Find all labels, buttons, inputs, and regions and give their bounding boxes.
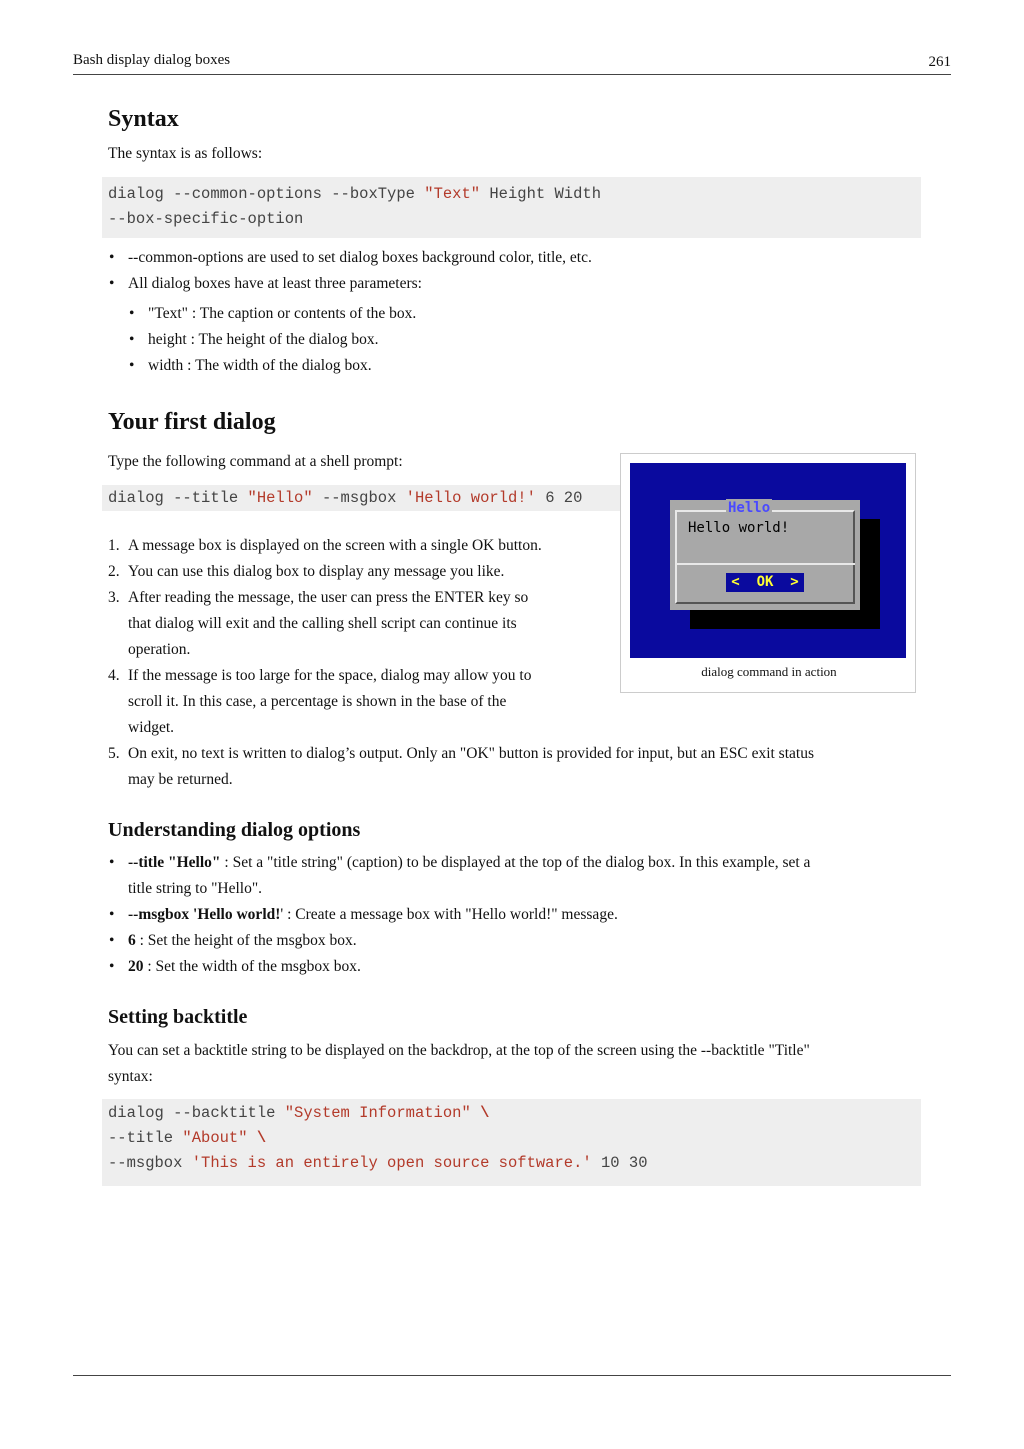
terminal-screenshot bbox=[630, 463, 906, 658]
step-number: 2. bbox=[108, 563, 120, 580]
step-text: that dialog will exit and the calling shell script can continue its bbox=[128, 615, 517, 632]
list-item: • All dialog boxes have at least three parameters: bbox=[108, 271, 908, 297]
step-text: A message box is displayed on the screen with a single OK button. bbox=[128, 537, 542, 554]
option-description: title string to "Hello". bbox=[128, 880, 263, 897]
section-heading-first-dialog: Your first dialog bbox=[108, 409, 276, 435]
ok-button: < OK > bbox=[726, 573, 804, 592]
step-text: If the message is too large for the space, dialog may allow you to bbox=[128, 667, 532, 684]
first-dialog-code-block bbox=[102, 485, 639, 511]
section-heading-backtitle: Setting backtitle bbox=[108, 1006, 248, 1028]
option-description: ' : Create a message box with "Hello world!" message. bbox=[280, 906, 618, 923]
dialog-screenshot-figure bbox=[620, 453, 916, 693]
option-description: : Set the height of the msgbox box. bbox=[135, 932, 357, 949]
syntax-intro: The syntax is as follows: bbox=[108, 145, 263, 162]
step-text: scroll it. In this case, a percentage is shown in the base of the bbox=[128, 693, 507, 710]
code-string: "System Information" bbox=[284, 1104, 471, 1122]
option-name: --title "Hello" bbox=[128, 854, 221, 871]
code-text: Height Width bbox=[480, 185, 601, 203]
code-text: dialog --common-options --boxType bbox=[108, 185, 425, 203]
list-item bbox=[108, 850, 918, 902]
backtitle-code-block bbox=[102, 1099, 921, 1186]
option-description: : Set the width of the msgbox box. bbox=[143, 958, 361, 975]
step-number: 1. bbox=[108, 537, 120, 554]
figure-caption: dialog command in action bbox=[701, 664, 837, 679]
code-string: 'This is an entirely open source software.' bbox=[191, 1154, 592, 1172]
step-text: operation. bbox=[128, 641, 191, 658]
list-item bbox=[108, 741, 908, 793]
code-string: "Hello" bbox=[247, 489, 313, 507]
code-text: 6 20 bbox=[535, 489, 583, 507]
intro-text: syntax: bbox=[108, 1068, 153, 1085]
footer-rule bbox=[73, 1375, 951, 1376]
options-list bbox=[108, 850, 918, 980]
running-title: Bash display dialog boxes bbox=[73, 52, 231, 68]
syntax-code-block bbox=[102, 177, 921, 238]
code-text: 10 30 bbox=[591, 1154, 648, 1172]
step-text: You can use this dialog box to display any message you like. bbox=[128, 563, 505, 580]
code-line bbox=[108, 486, 633, 511]
step-text: may be returned. bbox=[128, 771, 233, 788]
line-continuation: \ bbox=[247, 1129, 267, 1147]
step-text: After reading the message, the user can press the ENTER key so bbox=[128, 589, 529, 606]
msgbox-dialog bbox=[670, 500, 860, 610]
step-number: 5. bbox=[108, 745, 120, 762]
step-number: 4. bbox=[108, 667, 120, 684]
code-text: dialog --backtitle bbox=[108, 1104, 285, 1122]
dialog-message: Hello world! bbox=[688, 520, 790, 536]
code-line bbox=[108, 1151, 915, 1176]
page-number: 261 bbox=[928, 54, 951, 70]
intro-text: You can set a backtitle string to be displayed on the backdrop, at the top of the screen using the --backtitle "Title" bbox=[108, 1042, 810, 1059]
dialog-separator bbox=[675, 563, 855, 565]
dialog-title: Hello bbox=[728, 500, 771, 516]
list-item: • width : The width of the dialog box. bbox=[128, 353, 828, 379]
syntax-bullet-list bbox=[108, 245, 908, 297]
code-line bbox=[108, 182, 915, 207]
code-string: "About" bbox=[182, 1129, 248, 1147]
list-item: • height : The height of the dialog box. bbox=[128, 327, 828, 353]
step-text: On exit, no text is written to dialog’s output. Only an "OK" button is provided for input, but an ESC exit status bbox=[128, 745, 814, 762]
code-text: dialog --title bbox=[108, 489, 248, 507]
line-continuation: \ bbox=[470, 1104, 490, 1122]
code-line: --box-specific-option bbox=[108, 210, 304, 228]
first-dialog-intro: Type the following command at a shell prompt: bbox=[108, 453, 403, 470]
step-text: widget. bbox=[128, 719, 175, 736]
running-header bbox=[73, 52, 951, 75]
list-item: • "Text" : The caption or contents of the box. bbox=[128, 301, 828, 327]
section-heading-options: Understanding dialog options bbox=[108, 819, 361, 841]
option-name: --msgbox 'Hello world! bbox=[128, 906, 281, 923]
code-text: --msgbox bbox=[108, 1154, 192, 1172]
section-heading-syntax: Syntax bbox=[108, 106, 179, 132]
step-number: 3. bbox=[108, 589, 120, 606]
option-description: : Set a "title string" (caption) to be displayed at the top of the dialog box. In this example, set a bbox=[220, 854, 811, 871]
code-text: --title bbox=[108, 1129, 183, 1147]
code-string: 'Hello world!' bbox=[405, 489, 536, 507]
code-line bbox=[108, 1126, 915, 1151]
backtitle-intro bbox=[108, 1038, 920, 1090]
list-item bbox=[108, 954, 918, 980]
list-item bbox=[108, 902, 918, 928]
code-line bbox=[108, 1101, 915, 1126]
code-string: "Text" bbox=[424, 185, 481, 203]
syntax-parameter-list bbox=[128, 301, 828, 379]
option-name: 6 bbox=[128, 932, 136, 949]
list-item bbox=[108, 928, 918, 954]
option-name: 20 bbox=[128, 958, 144, 975]
code-text: --msgbox bbox=[312, 489, 406, 507]
list-item: • --common-options are used to set dialog boxes background color, title, etc. bbox=[108, 245, 908, 271]
